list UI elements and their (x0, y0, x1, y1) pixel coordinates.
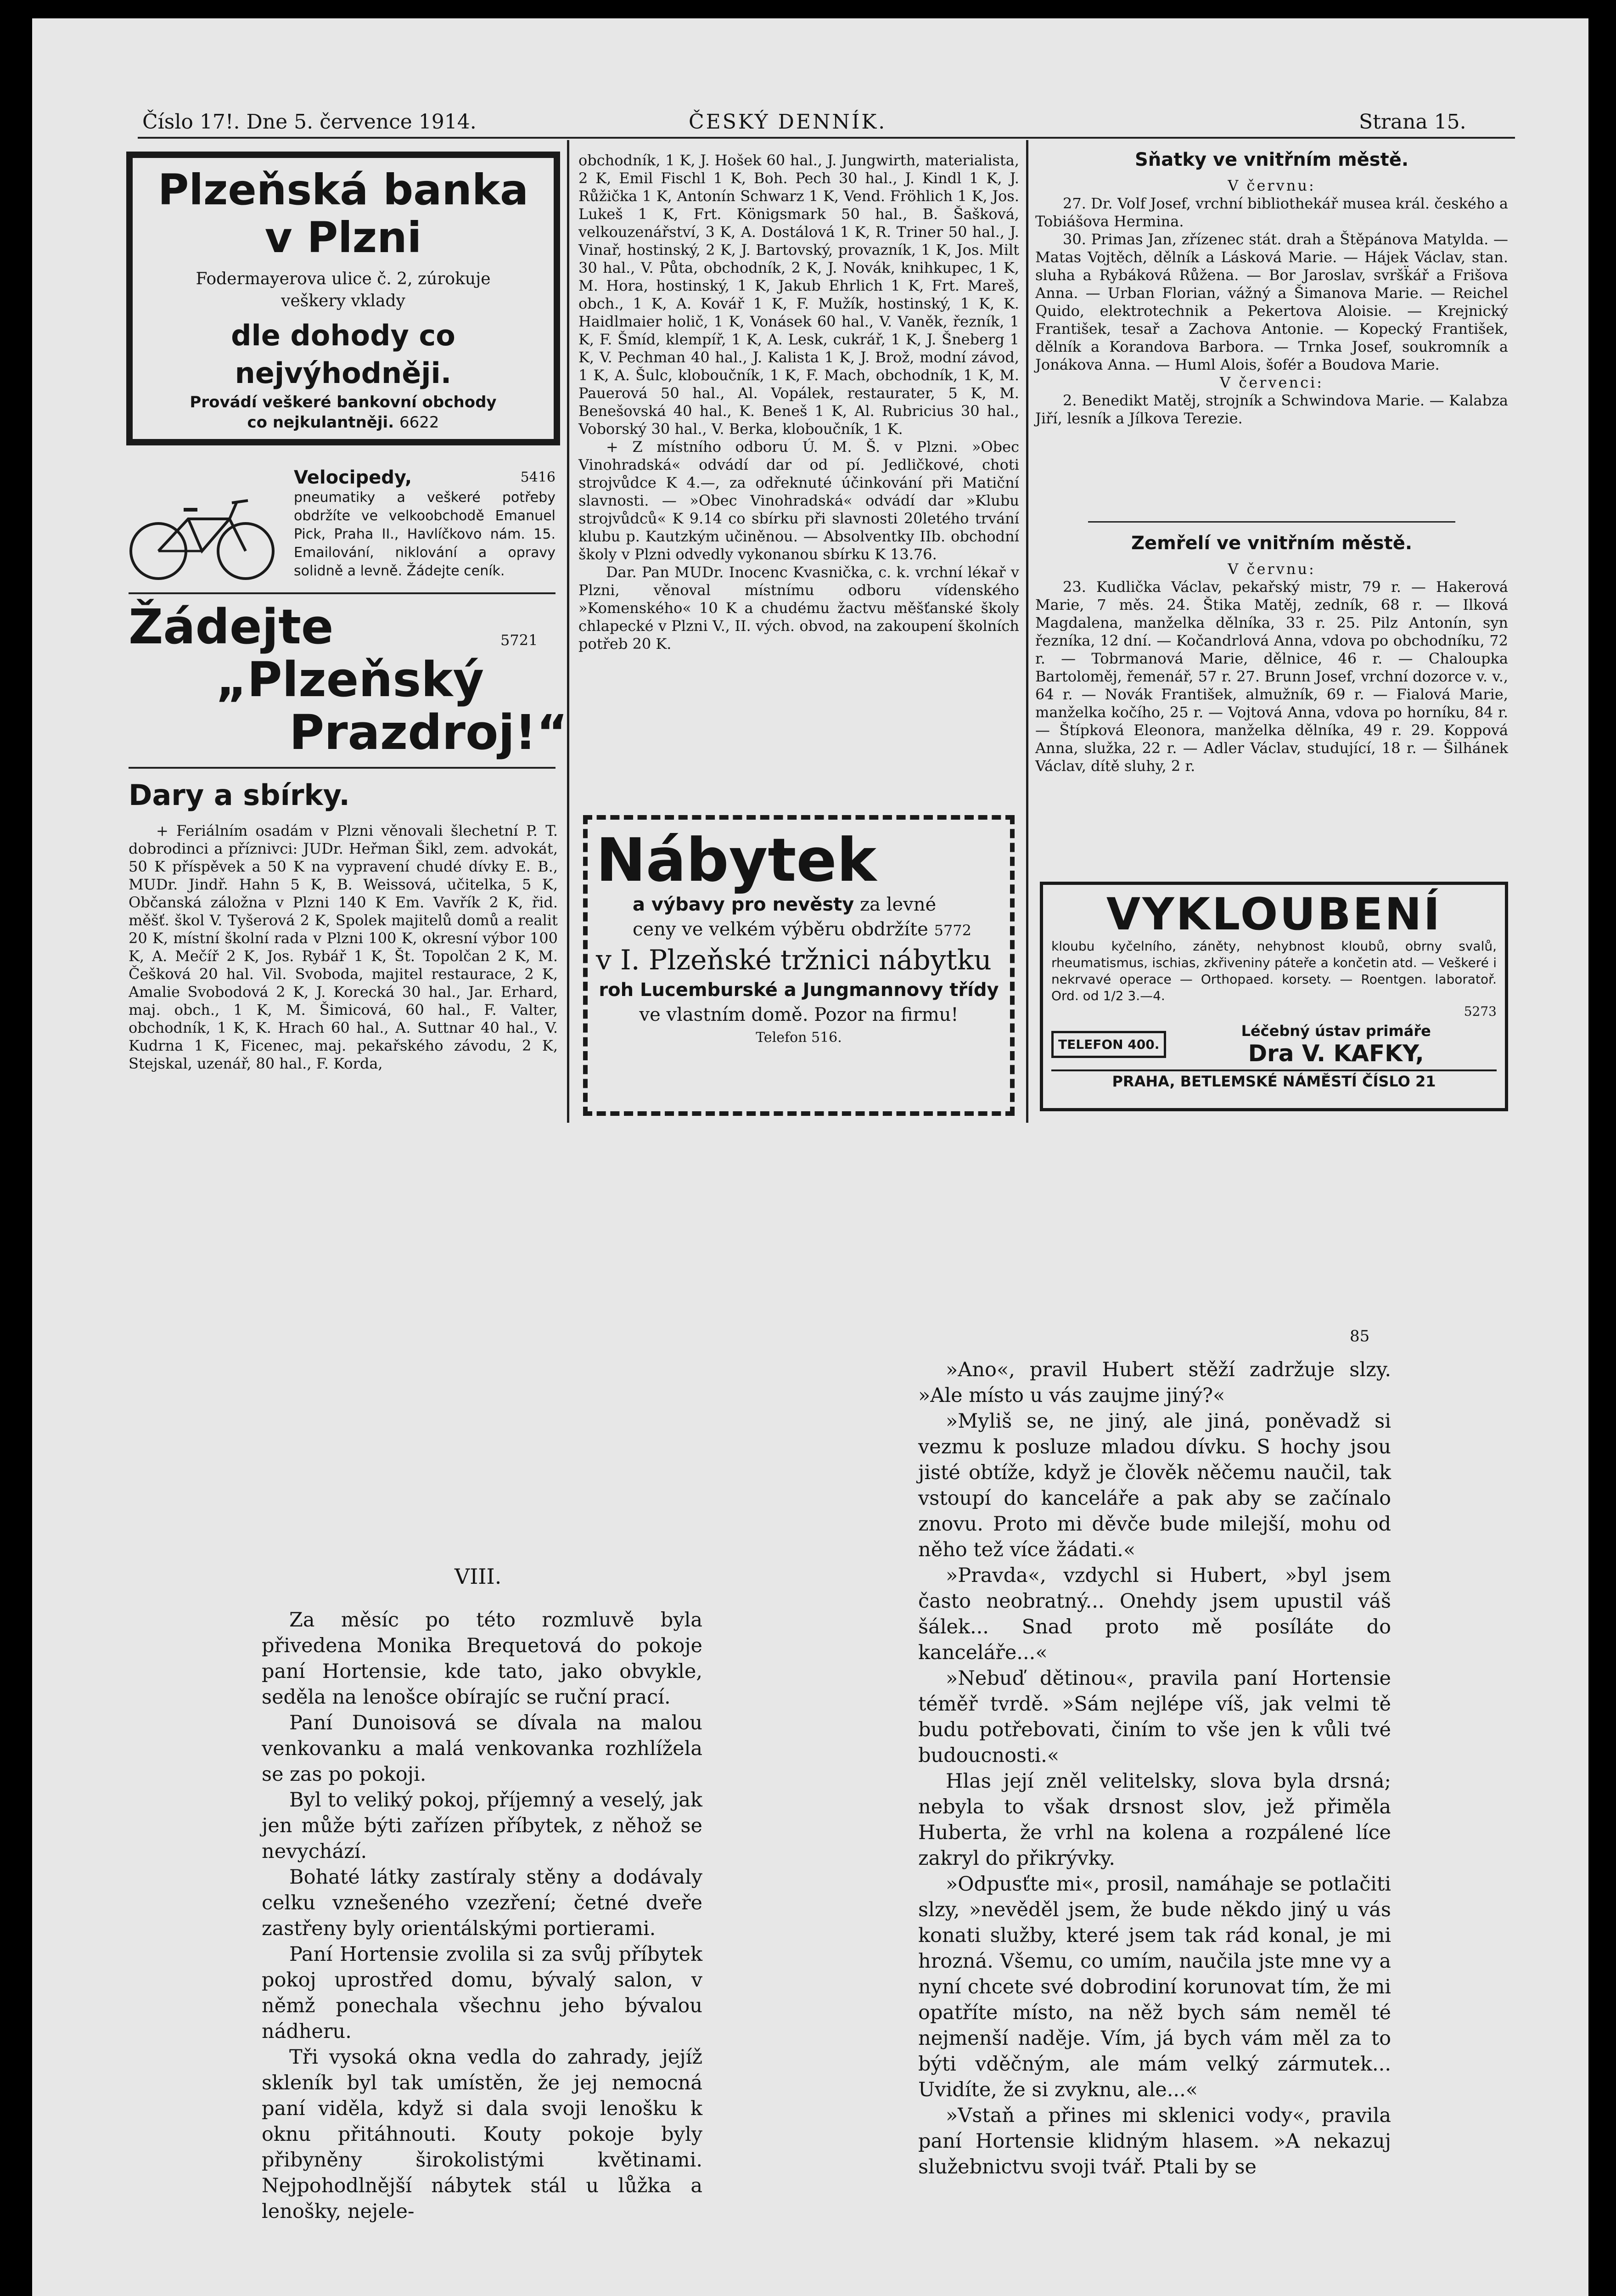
bicycle-illustration (124, 478, 280, 588)
month-label: V červenci: (1220, 374, 1324, 391)
story-paragraph: »Pravda«, vzdychl si Hubert, »byl jsem často neobratný... Onehdy jsem upustil váš šálek... Snad proto mě posíláte do kanceláře...« (918, 1564, 1391, 1664)
orthopedic-address: PRAHA, BETLEMSKÉ NÁMĚSTÍ ČÍSLO 21 (1051, 1069, 1497, 1092)
orthopedic-advertisement (1040, 882, 1508, 1111)
column-separator (567, 140, 569, 1123)
bank-services: Provádí veškeré bankovní obchody (190, 393, 497, 411)
velocipede-advertisement (294, 468, 556, 580)
furniture-phone: Telefon 516. (756, 1030, 842, 1046)
ad-code: 6622 (399, 413, 439, 432)
masthead-title: ČESKÝ DENNÍK. (689, 110, 887, 134)
furniture-title: Nábytek (596, 825, 877, 895)
story-paragraph: Hlas její zněl velitelsky, slova byla drsná; nebyla to však drsnost slov, jež přiměla Huberta, že vrhl na kolena a rozpálené líce zakryl do přikrývky. (918, 1770, 1391, 1870)
bank-services-2: co nejkulantněji. (247, 413, 394, 432)
bank-title: Plzeňská banka (157, 165, 529, 214)
marriages-heading: Sňatky ve vnitřním městě. (1134, 149, 1409, 170)
velocipede-title: Velocipedy, (294, 467, 412, 488)
prazdroj-line-2: „Plzeňský (216, 652, 484, 708)
month-label: V červnu: (1228, 560, 1316, 578)
story-paragraph: Paní Dunoisová se dívala na malou venkovanku a malá venkovanka rozhlížela se zas po pokoji. (262, 1711, 702, 1786)
story-paragraph: »Odpusťte mi«, prosil, namáhaje se potlačiti slzy, »nevěděl jsem, že bude někdo jiný u vás konati služby, které jsem tak rád konal, je mi hrozná. Všemu, co umím, naučila jste mne vy a nyní chcete své dobrodiní korunovat tím, že mi opatříte místo, na něž bych sám neměl té nejmenší naděje. Vím, já bych vám měl za to býti vděčným, ale mám velký zármutek... Uvidíte, že si zvyknu, ale...« (918, 1873, 1391, 2101)
story-paragraph: »Nebuď dětinou«, pravila paní Hortensie téměř tvrdě. »Sám nejlépe víš, jak velmi tě budu potřebovati, činím to vše jen k vůli tvé budoucnosti.« (918, 1667, 1391, 1767)
story-paragraph: Byl to veliký pokoj, příjemný a veselý, jak jen může býti zařízen příbytek, z něhož se nevychází. (262, 1789, 702, 1863)
newspaper-page (32, 18, 1588, 2296)
section-rule (129, 767, 556, 769)
prazdroj-line-3: Prazdroj!“ (289, 704, 568, 760)
donations-text: + Feriálním osadám v Plzni věnovali šlechetní P. T. dobrodinci a příznivci: JUDr. Heřman Šikl, zem. advokát, 50 K příspěvek a 50 K na vypravení chudé dívky E. B., MUDr. Jindř. Hahn 5 K, B. Weissová, učitelka, 5 K, Občanská záložna v Plzni 140 K Em. Vavřík 2 K, řid. měšť. škol V. Tyšerová 2 K, Spolek majitelů domů a realit 20 K, místní školní rada v Plzni 100 K, okresní výbor 100 K, A. Mečíř 2 K, Jos. Rybář 1 K, Št. Topolčan 2 K, M. Češková 20 hal. Vil. Svoboda, majitel restaurace, 2 K, Amalie Svobodová 2 K, J. Korecká 30 hal., Jar. Erhard, maj. obch., 1 K, M. Šimicová, 60 hal., F. Valter, obchodník, 1 K, K. Hrach 60 hal., A. Suttnar 40 hal., V. Kudrna 1 K, Ficenec, maj. pekařského závodu, 2 K, Stejskal, uzenář, 80 hal., F. Korda, (129, 822, 558, 1072)
orthopedic-institute: Léčebný ústav primáře (1241, 1022, 1431, 1040)
bank-deposits: veškery vklady (281, 292, 405, 310)
header-rule (138, 137, 1515, 139)
ad-code: 5772 (934, 922, 972, 939)
orthopedic-phone: TELEFON 400. (1051, 1031, 1166, 1058)
school-fund-news: + Z místního odboru Ú. M. Š. v Plzni. »Obec Vinohradská« odvádí dar od pí. Jedličkové, choti strojvůdce K 4.—, za odřeknuté účinkování při Matiční slavnosti. — »Obec Vinohradská« odvádí dar »Klubu strojvůdců« K 9.14 co sbírku při slavnosti 20letého trvání klubu p. Kautzkým učiněnou. — Absolventky IIb. obchodní školy v Plzni odvedly vykonanou sbírku K 13.76. (578, 438, 1019, 563)
furniture-subtitle: a výbavy pro nevěsty (633, 894, 854, 915)
story-column-right (918, 1357, 1391, 2180)
ad-code: 5721 (500, 631, 538, 649)
marriages-text: 2. Benedikt Matěj, strojník a Schwindova Marie. — Kalabza Jiří, lesník a Jílkova Terezie. (1035, 392, 1508, 427)
bank-advertisement (126, 152, 560, 445)
deaths-heading: Zemřelí ve vnitřním městě. (1131, 533, 1413, 554)
furniture-note: ve vlastním domě. Pozor na firmu! (639, 1004, 959, 1025)
bank-city: v Plzni (264, 213, 422, 262)
prazdroj-line-1: Žádejte (129, 599, 334, 655)
column-separator (1026, 140, 1028, 1123)
month-label: V červnu: (1228, 177, 1316, 194)
story-paragraph: »Vstaň a přines mi sklenici vody«, pravila paní Hortensie klidným hlasem. »A nekazuj služebnictvu svoji tvář. Ptali by se (918, 2104, 1391, 2178)
story-paragraph: Paní Hortensie zvolila si za svůj příbytek pokoj uprostřed domu, bývalý salon, v němž ponechala všechnu jeho bývalou nádheru. (262, 1943, 702, 2043)
marriages-section (1035, 177, 1508, 428)
chapter-heading: VIII. (454, 1564, 502, 1589)
orthopedic-doctor: Dra V. KAFKY, (1248, 1040, 1424, 1067)
issue-date: Číslo 17!. Dne 5. července 1914. (142, 110, 477, 134)
orthopedic-text: kloubu kyčelního, záněty, nehybnost kloubů, obrny svalů, rheumatismus, ischias, zkřiveniny páteře a končetin atd. — Veškeré i nekrvavé operace — Orthopaed. korsety. — Roentgen. laboratoř. Ord. od 1/2 3.—4. (1051, 939, 1497, 1003)
donations-column-2 (578, 152, 1019, 653)
orthopedic-title: VYKLOUBENÍ (1106, 889, 1442, 940)
section-rule (129, 592, 556, 594)
furniture-subtitle-2: za levné (860, 894, 937, 915)
donations-column-1 (129, 822, 558, 1073)
marriages-text: 27. Dr. Volf Josef, vrchní bibliothekář musea král. českého a Tobiášova Hermina. (1035, 195, 1508, 230)
deaths-text: 23. Kudlička Václav, pekařský mistr, 79 r. — Hakerová Marie, 7 měs. 24. Štika Matěj, zedník, 68 r. — Ilková Magdalena, manželka dělníka, 33 r. 25. Pilz Antonín, syn řezníka, 12 dní. — Kočandrlová Anna, vdova po obchodníku, 72 r. — Tobrmanová Marie, dělnice, 46 r. — Chaloupka Bartoloměj, řemenář, 57 r. 27. Brunn Josef, vrchní dozorce v. v., 64 r. — Novák František, almužník, 69 r. — Fialová Marie, manželka kočího, 25 r. — Vojtová Anna, vdova po horníku, 84 r. — Štípková Eleonora, manželka dělníka, 49 r. 29. Koppová Anna, služka, 22 r. — Adler Václav, studující, 18 r. — Šilhánek Václav, dítě sluhy, 2 r. (1035, 578, 1508, 775)
furniture-prices: ceny ve velkém výběru obdržíte (633, 919, 928, 940)
furniture-store: v I. Plzeňské tržnici nábytku (596, 944, 992, 976)
furniture-address: roh Lucemburské a Jungmannovy třídy (599, 979, 999, 1001)
velocipede-text: pneumatiky a veškeré potřeby obdržíte ve velkoobchodě Emanuel Pick, Praha II., Havlíčkovo nám. 15. Emailování, niklování a opravy solidně a levně. Žádejte ceník. (294, 490, 556, 579)
story-paragraph: Za měsíc po této rozmluvě byla přivedena Monika Brequetová do pokoje paní Hortensie, kde tato, jako obvykle, seděla na lenošce obírajíc se ruční prací. (262, 1609, 702, 1709)
story-paragraph: Tři vysoká okna vedla do zahrady, jejíž skleník byl tak umístěn, že jej nemocná paní viděla, když si dala svoji lenošku k oknu přitáhnouti. Kouty pokoje byly přibyněny širokolistými květinami. Nejpohodlnější nábytek stál u lůžka a lenošky, nejele- (262, 2046, 702, 2223)
donations-heading: Dary a sbírky. (129, 778, 350, 812)
section-rule (1088, 521, 1455, 523)
furniture-advertisement (583, 815, 1015, 1116)
deaths-section (1035, 560, 1508, 775)
gift-news: Dar. Pan MUDr. Inocenc Kvasnička, c. k. vrchní lékař v Plzni, věnoval místnímu odboru vídenského »Komenského« 10 K a chudému žactvu měšťanské školy chlapecké v Plzni V., II. vých. obvod, na zakoupení školních potřeb 20 K. (578, 563, 1019, 653)
bank-slogan: dle dohody co nejvýhodněji. (231, 319, 455, 390)
page-number-label: Strana 15. (1359, 110, 1466, 134)
story-column-left (262, 1607, 702, 2224)
donations-text-continued: obchodník, 1 K, J. Hošek 60 hal., J. Jungwirth, materialista, 2 K, Emil Fischl 1 K, Boh. Pech 30 hal., J. Kindl 1 K, J. Růžička 1 K, Antonín Schwarz 1 K, Vend. Fröhlich 1 K, Jos. Lukeš 1 K, Frt. Königsmark 50 hal., B. Šašková, velkouzenářství, 3 K, A. Dostálová 1 K, R. Triner 50 hal., J. Vinař, hostinský, 2 K, J. Bartovský, provazník, 1 K, Jos. Milt 30 hal., V. Půta, obchodník, 2 K, J. Novák, knihkupec, 1 K, M. Hora, hostinský, 1 K, Jakub Ehrlich 1 K, Frt. Mareš, obch., 1 K, A. Kovář 1 K, F. Mužík, hostinský, 1 K, K. Haidlmaier holič, 1 K, Vonásek 60 hal., V. Vaněk, řezník, 1 K, F. Šmíd, klempíř, 1 K, A. Lesk, cukrář, 1 K, J. Šneberg 1 K, V. Pechman 40 hal., J. Kalista 1 K, J. Brož, modní závod, 1 K, A. Šulc, kloboučník, 1 K, F. Mach, obchodník, 1 K, M. Pauerová 50 hal., Al. Vopálek, restaurater, 5 K, M. Benešovská 40 hal., K. Beneš 1 K, Al. Rubricius 30 hal., Voborský 30 hal., V. Berka, kloboučník, 1 K. (578, 152, 1019, 438)
story-page-number: 85 (1350, 1327, 1370, 1345)
story-paragraph: »Myliš se, ne jiný, ale jiná, poněvadž si vezmu k posluze mladou dívku. S hochy jsou jisté obtíže, když je člověk něčemu naučil, tak vstoupí do kanceláře a pak aby se začínalo znovu. Proto mi děvče bude milejší, mohu od něho tež více žádati.« (918, 1410, 1391, 1561)
bank-address: Fodermayerova ulice č. 2, zúrokuje (196, 270, 491, 288)
story-paragraph: Bohaté látky zastíraly stěny a dodávaly celku vznešeného vzezření; četné dveře zastřeny byly orientálskými portierami. (262, 1866, 702, 1940)
story-paragraph: »Ano«, pravil Hubert stěží zadržuje slzy. »Ale místo u vás zaujme jiný?« (918, 1358, 1391, 1407)
marriages-text: 30. Primas Jan, zřízenec stát. drah a Štěpánova Matylda. — Matas Vojtěch, dělník a Lásková Marie. — Hájek Václav, stan. sluha a Rybáková Růžena. — Bor Jaroslav, svršk̈ář a Frišova Anna. — Urban Florian, vážný a Šimanova Marie. — Reichel Quido, elektrotechnik a Pekertova Aloisie. — Krejnický František, tesař a Zachova Antonie. — Kopecký František, dělník a Korandova Barbora. — Trnka Josef, soukromník a Jonákova Anna. — Huml Alois, šofér a Boudova Marie. (1035, 231, 1508, 373)
ad-code: 5416 (520, 469, 556, 485)
ad-code: 5273 (1464, 1004, 1497, 1019)
